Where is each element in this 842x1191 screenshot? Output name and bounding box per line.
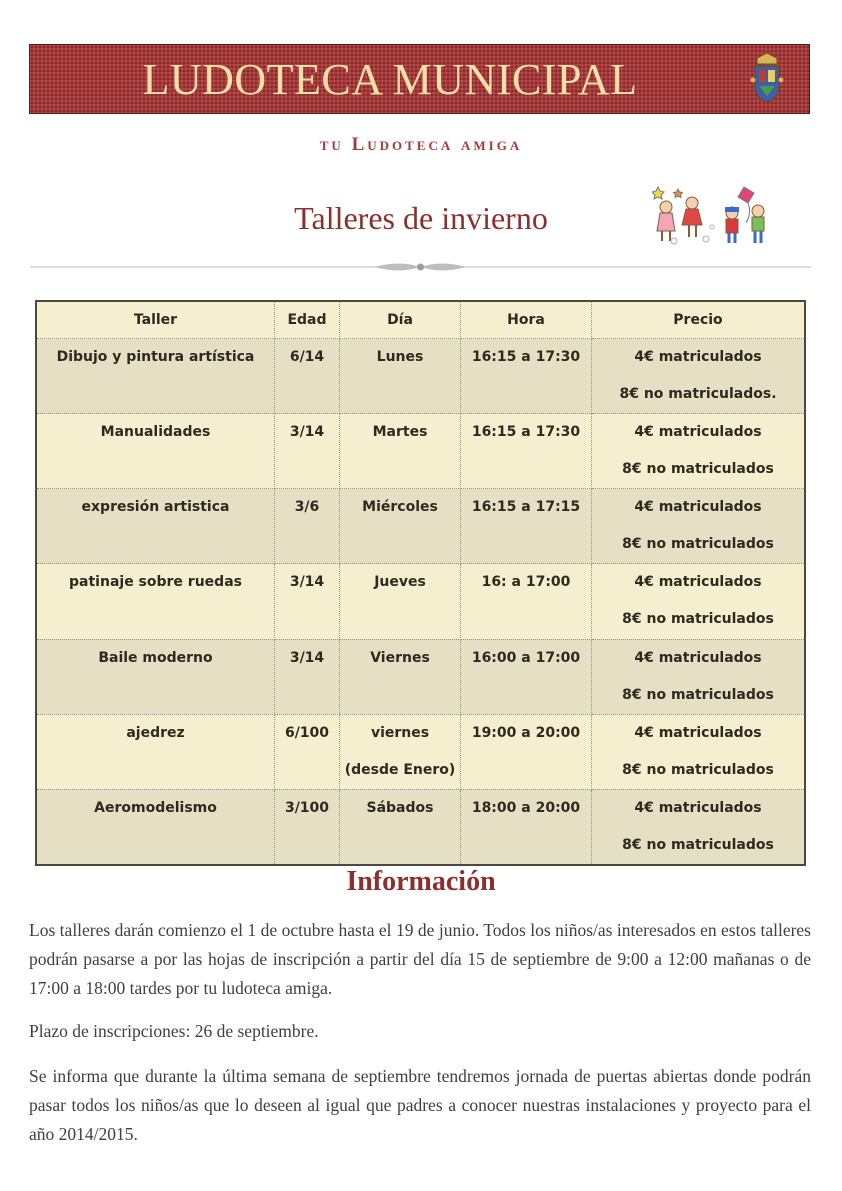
taller-cell: Aeromodelismo [94, 799, 217, 816]
dia-cell: Martes [372, 424, 428, 441]
precio-matriculados: 4€ matriculados [634, 574, 762, 591]
taller-cell: Manualidades [100, 424, 211, 441]
subtitle: tu Ludoteca amiga [319, 134, 523, 155]
hora-cell: 18:00 a 20:00 [471, 799, 581, 816]
precio-no-matriculados: 8€ no matriculados [622, 461, 774, 478]
edad-cell: 3/100 [284, 799, 330, 816]
edad-cell: 3/14 [289, 424, 325, 441]
table-header-row [36, 301, 805, 339]
info-paragraph: Los talleres darán comienzo el 1 de octubre hasta el 19 de junio. Todos los niños/as interesados en estos talleres podrán pasarse a por las hojas de inscripción a partir del día 15 de septiembre de 9:00 a 12:00 mañanas o de 17:00 a 18:00 tardes por tu ludoteca amiga. [29, 920, 811, 998]
workshops-table [35, 300, 806, 866]
dia-cell: Sábados [366, 799, 434, 816]
header-taller: Taller [36, 301, 275, 339]
taller-cell: expresión artistica [81, 499, 230, 516]
table-row [36, 339, 805, 414]
ornamental-divider [30, 258, 811, 276]
kids-illustration-icon [652, 183, 776, 247]
precio-no-matriculados: 8€ no matriculados [622, 611, 774, 628]
table-row [36, 714, 805, 789]
info-paragraph: Plazo de inscripciones: 26 de septiembre. [29, 1021, 319, 1041]
dia-cell: viernes [370, 724, 430, 741]
table-row [36, 489, 805, 564]
precio-matriculados: 4€ matriculados [634, 649, 762, 666]
header-dia: Día [340, 301, 461, 339]
hora-cell: 16:15 a 17:30 [471, 424, 581, 441]
edad-cell: 3/14 [289, 649, 325, 666]
dia-note: (desde Enero) [344, 761, 456, 778]
dia-cell: Jueves [374, 574, 426, 591]
dia-cell: Viernes [370, 649, 430, 666]
taller-cell: ajedrez [126, 724, 185, 741]
header-precio: Precio [592, 301, 806, 339]
hora-cell: 16:00 a 17:00 [471, 649, 581, 666]
hora-cell: 16:15 a 17:30 [471, 349, 581, 365]
header-hora: Hora [461, 301, 592, 339]
edad-cell: 3/14 [289, 574, 325, 591]
precio-no-matriculados: 8€ no matriculados [622, 686, 774, 703]
info-title: Información [346, 866, 496, 897]
header-banner [29, 44, 810, 114]
header-edad: Edad [275, 301, 340, 339]
precio-no-matriculados: 8€ no matriculados [622, 836, 774, 853]
edad-cell: 6/14 [289, 349, 325, 365]
dia-cell: Miércoles [362, 499, 438, 516]
page-title: LUDOTECA MUNICIPAL [142, 55, 638, 104]
dia-cell: Lunes [376, 349, 424, 365]
precio-no-matriculados: 8€ no matriculados [622, 761, 774, 778]
hora-cell: 16: a 17:00 [481, 574, 571, 591]
table-row [36, 639, 805, 714]
table-row [36, 414, 805, 489]
table-row [36, 789, 805, 865]
taller-cell: Dibujo y pintura artística [56, 349, 255, 365]
precio-matriculados: 4€ matriculados [634, 724, 762, 741]
precio-matriculados: 4€ matriculados [634, 799, 762, 816]
precio-no-matriculados: 8€ no matriculados [622, 536, 774, 553]
section-title: Talleres de invierno [294, 200, 548, 236]
edad-cell: 6/100 [284, 724, 330, 741]
hora-cell: 16:15 a 17:15 [471, 499, 581, 516]
precio-matriculados: 4€ matriculados [634, 349, 762, 365]
table-row [36, 564, 805, 639]
taller-cell: Baile moderno [98, 649, 213, 666]
precio-matriculados: 4€ matriculados [634, 499, 762, 516]
precio-no-matriculados: 8€ no matriculados. [619, 386, 777, 402]
taller-cell: patinaje sobre ruedas [69, 574, 242, 591]
hora-cell: 19:00 a 20:00 [471, 724, 581, 741]
info-paragraph: Se informa que durante la última semana de septiembre tendremos jornada de puertas abiertas donde podrán pasar todos los niños/as que lo deseen al igual que padres a conocer nuestras instalaciones y proyecto para el año 2014/2015. [29, 1066, 811, 1144]
edad-cell: 3/6 [294, 499, 320, 516]
municipal-crest-icon [749, 50, 785, 106]
precio-matriculados: 4€ matriculados [634, 424, 762, 441]
